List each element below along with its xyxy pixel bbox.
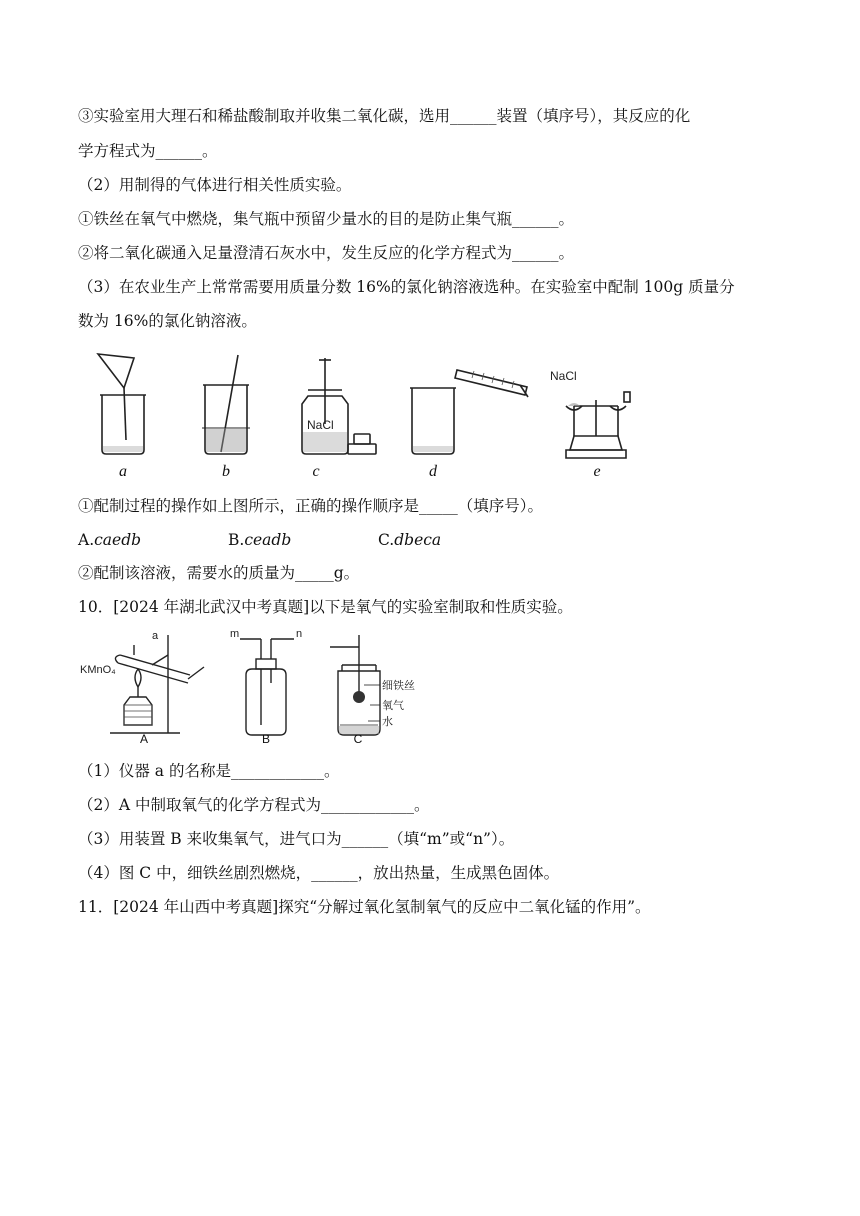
option-b: B.ceadb [228,531,292,549]
text-line: （4）图 C 中，细铁丝剧烈燃烧，______，放出热量，生成黑色固体。 [78,864,560,882]
text-line: ①铁丝在氧气中燃烧，集气瓶中预留少量水的目的是防止集气瓶______。 [78,210,575,228]
text-line: 11．[2024 年山西中考真题]探究“分解过氧化氢制氧气的反应中二氧化锰的作用”。 [78,898,651,916]
instrument-a-label: a [152,630,159,642]
option-a: A.caedb [78,531,142,549]
option-c: C.dbeca [378,531,442,549]
text-line: ③实验室用大理石和稀盐酸制取并收集二氧化碳，选用______装置（填序号），其反应的化 [78,107,691,125]
reagent-label: KMnO₄ [80,664,116,676]
text-line: 10．[2024 年湖北武汉中考真题]以下是氧气的实验室制取和性质实验。 [78,598,573,616]
text-line: （2）A 中制取氧气的化学方程式为____________。 [78,796,430,814]
port-m-label: m [230,628,240,640]
nacl-balance-label: NaCl [550,369,577,383]
text-line: （2）用制得的气体进行相关性质实验。 [78,176,352,194]
text-line: ①配制过程的操作如上图所示，正确的操作顺序是_____（填序号）。 [78,497,544,515]
text-line: （1）仪器 a 的名称是____________。 [78,762,340,780]
figure1-label-d: d [429,463,437,480]
figure-oxygen-apparatus [80,625,420,750]
text-line: 数为 16%的氯化钠溶液。 [78,312,257,330]
water-label: 水 [382,716,393,728]
oxygen-label: 氧气 [382,700,404,712]
iron-wire-label: 细铁丝 [382,680,415,692]
figure-solution-preparation [80,340,640,485]
figure1-label-e: e [593,463,601,480]
figure2-label-b: B [261,732,270,746]
text-line: ②配制该溶液，需要水的质量为_____g。 [78,564,360,582]
text-line: （3）用装置 B 来收集氧气，进气口为______（填“m”或“n”）。 [78,830,515,848]
figure1-label-a: a [119,463,127,480]
figure1-label-b: b [222,463,230,480]
figure1-label-c: c [312,463,320,480]
text-line: 学方程式为______。 [78,142,218,160]
nacl-bottle-label: NaCl [307,418,334,432]
text-line: （3）在农业生产上常常需要用质量分数 16%的氯化钠溶液选种。在实验室中配制 100g 质量分 [78,278,735,296]
port-n-label: n [296,628,303,640]
figure2-label-c: C [353,732,363,746]
figure2-label-a: A [139,732,148,746]
text-line: ②将二氧化碳通入足量澄清石灰水中，发生反应的化学方程式为______。 [78,244,575,262]
